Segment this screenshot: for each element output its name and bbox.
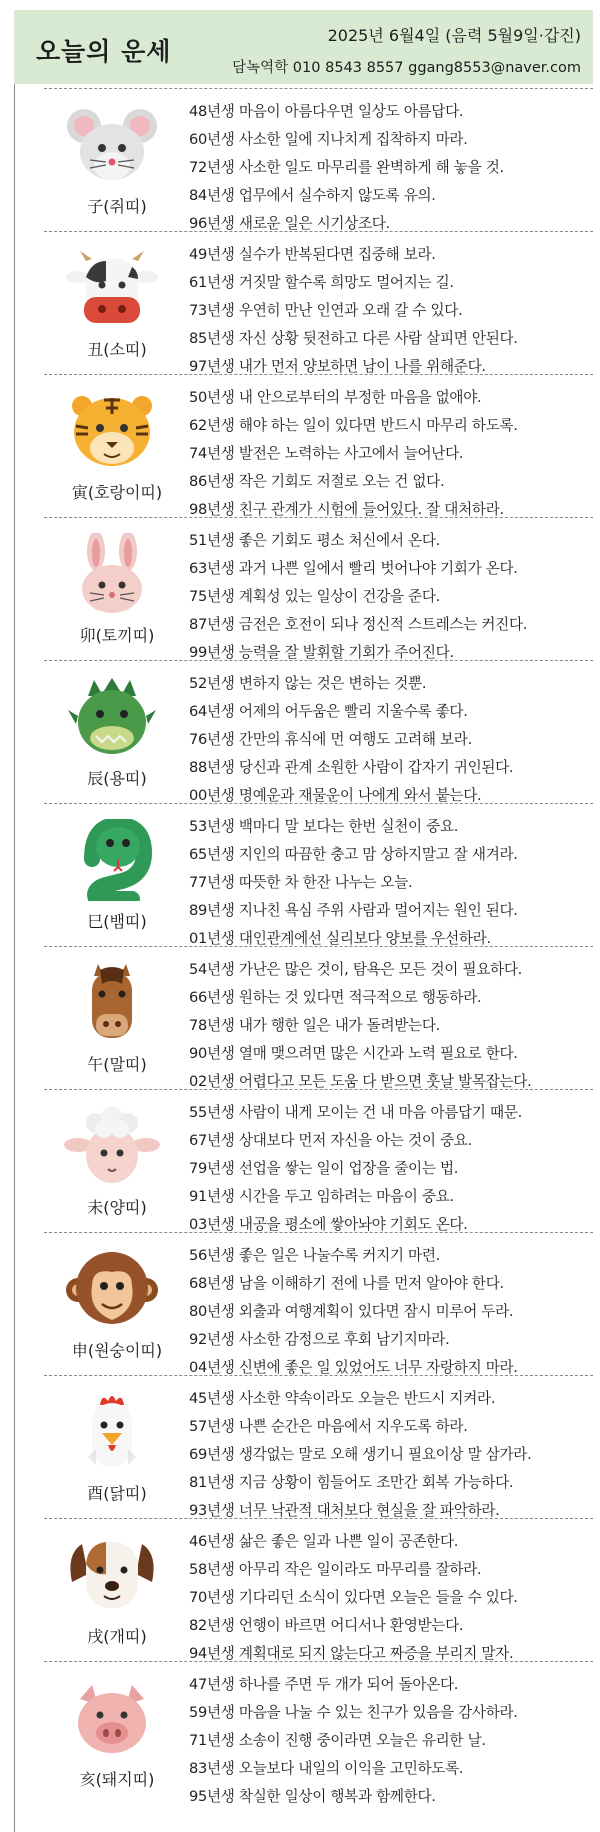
fortune-list xyxy=(189,241,593,381)
fortune-list xyxy=(189,384,593,524)
fortune-line: 83년생 오늘보다 내일의 이익을 고민하도록. xyxy=(189,1760,464,1777)
fortune-line: 53년생 백마디 말 보다는 한번 실천이 중요. xyxy=(189,818,459,835)
fortune-line: 91년생 시간을 두고 임하려는 마음이 중요. xyxy=(189,1188,454,1205)
fortune-line: 61년생 거짓말 할수록 희망도 멀어지는 길. xyxy=(189,274,454,291)
row-separator xyxy=(44,1232,593,1233)
fortune-line: 56년생 좋은 일은 나눌수록 커지기 마련. xyxy=(189,1247,440,1264)
row-separator xyxy=(44,374,593,375)
fortune-line: 01년생 대인관계에선 실리보다 양보를 우선하라. xyxy=(189,930,491,947)
fortune-list xyxy=(189,956,593,1096)
row-separator xyxy=(44,231,593,232)
row-separator xyxy=(44,517,593,518)
zodiac-label: 亥(돼지띠) xyxy=(79,1770,155,1789)
rat-icon xyxy=(62,104,162,186)
fortune-line: 59년생 마음을 나눌 수 있는 친구가 있음을 감사하라. xyxy=(189,1704,518,1721)
fortune-line: 02년생 어렵다고 모든 도움 다 받으면 훗날 발목잡는다. xyxy=(189,1073,532,1090)
fortune-line: 54년생 가난은 많은 것이, 탐욕은 모든 것이 필요하다. xyxy=(189,961,522,978)
zodiac-label: 子(쥐띠) xyxy=(87,197,147,216)
fortune-line: 50년생 내 안으로부터의 부정한 마음을 없애야. xyxy=(189,389,482,406)
fortune-line: 75년생 계획성 있는 일상이 건강을 준다. xyxy=(189,588,440,605)
zodiac-label: 未(양띠) xyxy=(87,1198,147,1217)
date-line: 2025년 6월4일 (음력 5월9일·갑진) xyxy=(327,26,581,45)
fortune-line: 78년생 내가 행한 일은 내가 돌려받는다. xyxy=(189,1017,440,1034)
fortune-line: 72년생 사소한 일도 마무리를 완벽하게 해 놓을 것. xyxy=(189,159,504,176)
zodiac-label: 辰(용띠) xyxy=(87,769,147,788)
fortune-line: 94년생 계획대로 되지 않는다고 짜증을 부리지 말자. xyxy=(189,1645,514,1662)
snake-icon xyxy=(62,819,162,901)
tiger-icon xyxy=(62,390,162,472)
fortune-line: 52년생 변하지 않는 것은 변하는 것뿐. xyxy=(189,675,427,692)
fortune-line: 45년생 사소한 약속이라도 오늘은 반드시 지켜라. xyxy=(189,1390,496,1407)
ox-icon xyxy=(62,247,162,329)
fortune-line: 82년생 언행이 바르면 어디서나 환영받는다. xyxy=(189,1617,464,1634)
header-banner xyxy=(14,10,593,84)
fortune-line: 63년생 과거 나쁜 일에서 빨리 벗어나야 기회가 온다. xyxy=(189,560,518,577)
fortune-list xyxy=(189,98,593,238)
zodiac-row-rat xyxy=(14,88,593,230)
zodiac-row-dog xyxy=(14,1518,593,1660)
fortune-line: 99년생 능력을 잘 발휘할 기회가 주어진다. xyxy=(189,644,454,661)
dog-icon xyxy=(62,1534,162,1616)
fortune-line: 58년생 아무리 작은 일이라도 마무리를 잘하라. xyxy=(189,1561,482,1578)
fortune-line: 71년생 소송이 진행 중이라면 오늘은 유리한 날. xyxy=(189,1732,486,1749)
fortune-line: 86년생 작은 기회도 저절로 오는 건 없다. xyxy=(189,473,445,490)
row-separator xyxy=(44,803,593,804)
fortune-line: 68년생 남을 이해하기 전에 나를 먼저 알아야 한다. xyxy=(189,1275,504,1292)
page-title: 오늘의 운세 xyxy=(36,37,172,66)
zodiac-row-ox xyxy=(14,231,593,373)
fortune-line: 77년생 따뜻한 차 한잔 나누는 오늘. xyxy=(189,874,413,891)
dragon-icon xyxy=(62,676,162,758)
row-separator xyxy=(44,1518,593,1519)
fortune-line: 62년생 해야 하는 일이 있다면 반드시 마무리 하도록. xyxy=(189,417,518,434)
fortune-line: 46년생 삶은 좋은 일과 나쁜 일이 공존한다. xyxy=(189,1533,459,1550)
zodiac-row-sheep xyxy=(14,1089,593,1231)
fortune-list xyxy=(189,1528,593,1668)
fortune-line: 76년생 간만의 휴식에 먼 여행도 고려해 보라. xyxy=(189,731,472,748)
fortune-line: 65년생 지인의 따끔한 충고 맘 상하지말고 잘 새겨라. xyxy=(189,846,518,863)
fortune-line: 92년생 사소한 감정으로 후회 남기지마라. xyxy=(189,1331,450,1348)
zodiac-label: 寅(호랑이띠) xyxy=(71,483,163,502)
fortune-list xyxy=(189,1671,593,1811)
fortune-list xyxy=(189,813,593,953)
fortune-line: 48년생 마음이 아름다우면 일상도 아름답다. xyxy=(189,103,464,120)
fortune-line: 81년생 지금 상황이 힘들어도 조만간 회복 가능하다. xyxy=(189,1474,514,1491)
row-separator xyxy=(44,1375,593,1376)
fortune-line: 80년생 외출과 여행계획이 있다면 잠시 미루어 두라. xyxy=(189,1303,514,1320)
zodiac-row-rooster xyxy=(14,1375,593,1517)
fortune-line: 74년생 발전은 노력하는 사고에서 늘어난다. xyxy=(189,445,464,462)
rooster-icon xyxy=(62,1391,162,1473)
fortune-line: 93년생 너무 낙관적 대처보다 현실을 잘 파악하라. xyxy=(189,1502,500,1519)
fortune-line: 79년생 선업을 쌓는 일이 업장을 줄이는 법. xyxy=(189,1160,459,1177)
pig-icon xyxy=(62,1677,162,1759)
fortune-line: 69년생 생각없는 말로 오해 생기니 필요이상 말 삼가라. xyxy=(189,1446,532,1463)
fortune-line: 04년생 신변에 좋은 일 있었어도 너무 자랑하지 마라. xyxy=(189,1359,518,1376)
row-separator xyxy=(44,946,593,947)
horse-icon xyxy=(62,962,162,1044)
fortune-line: 49년생 실수가 반복된다면 집중해 보라. xyxy=(189,246,436,263)
fortune-line: 89년생 지나친 욕심 주위 사람과 멀어지는 원인 된다. xyxy=(189,902,518,919)
rabbit-icon xyxy=(62,533,162,615)
zodiac-row-tiger xyxy=(14,374,593,516)
zodiac-label: 戌(개띠) xyxy=(87,1627,147,1646)
fortune-line: 88년생 당신과 관계 소원한 사람이 갑자기 귀인된다. xyxy=(189,759,514,776)
fortune-list xyxy=(189,1242,593,1382)
fortune-line: 66년생 원하는 것 있다면 적극적으로 행동하라. xyxy=(189,989,482,1006)
fortune-line: 70년생 기다리던 소식이 있다면 오늘은 들을 수 있다. xyxy=(189,1589,518,1606)
fortune-line: 73년생 우연히 만난 인연과 오래 갈 수 있다. xyxy=(189,302,463,319)
zodiac-label: 巳(뱀띠) xyxy=(87,912,147,931)
fortune-list xyxy=(189,527,593,667)
zodiac-row-snake xyxy=(14,803,593,945)
row-separator xyxy=(44,660,593,661)
fortune-line: 00년생 명예운과 재물운이 나에게 와서 붙는다. xyxy=(189,787,482,804)
zodiac-row-dragon xyxy=(14,660,593,802)
zodiac-row-horse xyxy=(14,946,593,1088)
fortune-line: 51년생 좋은 기회도 평소 처신에서 온다. xyxy=(189,532,440,549)
fortune-line: 87년생 금전은 호전이 되나 정신적 스트레스는 커진다. xyxy=(189,616,528,633)
zodiac-row-monkey xyxy=(14,1232,593,1374)
fortune-line: 90년생 열매 맺으려면 많은 시간과 노력 필요로 한다. xyxy=(189,1045,518,1062)
zodiac-row-pig xyxy=(14,1661,593,1803)
fortune-list xyxy=(189,1385,593,1525)
fortune-line: 97년생 내가 먼저 양보하면 남이 나를 위해준다. xyxy=(189,358,486,375)
fortune-line: 55년생 사람이 내게 모이는 건 내 마음 아름답기 때문. xyxy=(189,1104,522,1121)
fortune-line: 03년생 내공을 평소에 쌓아놔야 기회도 온다. xyxy=(189,1216,468,1233)
fortune-line: 47년생 하나를 주면 두 개가 되어 돌아온다. xyxy=(189,1676,459,1693)
zodiac-label: 酉(닭띠) xyxy=(87,1484,147,1503)
zodiac-label: 丑(소띠) xyxy=(87,340,147,359)
row-separator xyxy=(44,1089,593,1090)
fortune-line: 95년생 착실한 일상이 행복과 함께한다. xyxy=(189,1788,436,1805)
fortune-line: 98년생 친구 관계가 시험에 들어있다. 잘 대처하라. xyxy=(189,501,504,518)
fortune-line: 64년생 어제의 어두움은 빨리 지울수록 좋다. xyxy=(189,703,468,720)
fortune-list xyxy=(189,1099,593,1239)
monkey-icon xyxy=(62,1248,162,1330)
contact-line: 담녹역학 010 8543 8557 ggang8553@naver.com xyxy=(232,60,581,76)
zodiac-label: 卯(토끼띠) xyxy=(79,626,155,645)
sheep-icon xyxy=(62,1105,162,1187)
fortune-line: 57년생 나쁜 순간은 마음에서 지우도록 하라. xyxy=(189,1418,468,1435)
zodiac-label: 申(원숭이띠) xyxy=(71,1341,163,1360)
row-separator xyxy=(44,1661,593,1662)
fortune-list xyxy=(189,670,593,810)
row-separator xyxy=(44,88,593,89)
fortune-line: 84년생 업무에서 실수하지 않도록 유의. xyxy=(189,187,436,204)
fortune-line: 60년생 사소한 일에 지나치게 집착하지 마라. xyxy=(189,131,468,148)
fortune-line: 67년생 상대보다 먼저 자신을 아는 것이 중요. xyxy=(189,1132,472,1149)
zodiac-label: 午(말띠) xyxy=(87,1055,147,1074)
fortune-line: 96년생 새로운 일은 시기상조다. xyxy=(189,215,390,232)
zodiac-row-rabbit xyxy=(14,517,593,659)
fortune-line: 85년생 자신 상황 뒷전하고 다른 사람 살피면 안된다. xyxy=(189,330,518,347)
